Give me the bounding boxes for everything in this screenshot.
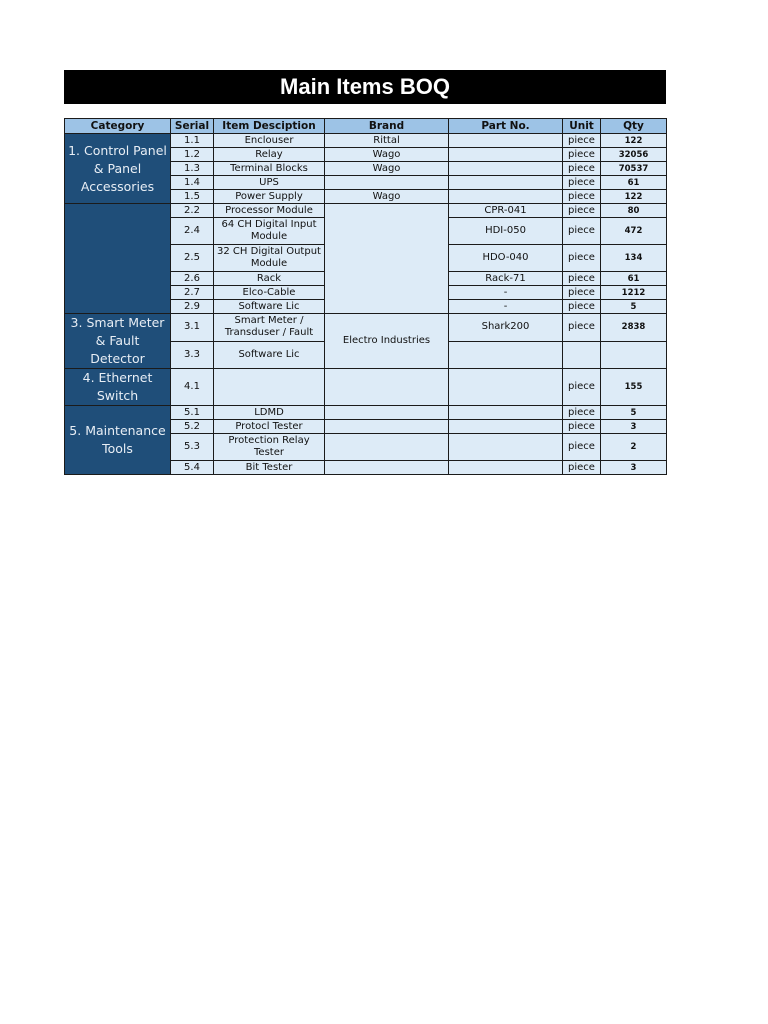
serial-cell: 2.9 <box>171 300 214 314</box>
description-cell: Protection Relay Tester <box>214 434 325 461</box>
part-no-cell: HDO-040 <box>449 245 563 272</box>
col-header-category: Category <box>65 119 171 134</box>
unit-cell: piece <box>563 176 601 190</box>
brand-cell <box>325 369 449 406</box>
serial-cell: 5.3 <box>171 434 214 461</box>
serial-cell: 2.5 <box>171 245 214 272</box>
brand-cell-merged <box>325 204 449 314</box>
part-no-cell <box>449 162 563 176</box>
serial-cell: 4.1 <box>171 369 214 406</box>
unit-cell: piece <box>563 461 601 475</box>
qty-cell: 32056 <box>601 148 667 162</box>
col-header-unit: Unit <box>563 119 601 134</box>
description-cell: Smart Meter / Transduser / Fault <box>214 314 325 342</box>
description-cell: LDMD <box>214 406 325 420</box>
description-cell: Protocl Tester <box>214 420 325 434</box>
category-cell: 1. Control Panel & Panel Accessories <box>65 134 171 204</box>
col-header-serial: Serial <box>171 119 214 134</box>
boq-table <box>64 118 667 475</box>
unit-cell: piece <box>563 406 601 420</box>
description-cell: Elco-Cable <box>214 286 325 300</box>
serial-cell: 1.2 <box>171 148 214 162</box>
description-cell: 64 CH Digital Input Module <box>214 218 325 245</box>
col-header-brand: Brand <box>325 119 449 134</box>
table-row <box>65 204 667 218</box>
table-row <box>65 406 667 420</box>
brand-cell: Rittal <box>325 134 449 148</box>
part-no-cell: - <box>449 300 563 314</box>
part-no-cell: - <box>449 286 563 300</box>
category-cell: 5. Maintenance Tools <box>65 406 171 475</box>
unit-cell: piece <box>563 369 601 406</box>
part-no-cell: Shark200 <box>449 314 563 342</box>
brand-cell <box>325 434 449 461</box>
description-cell <box>214 369 325 406</box>
part-no-cell: CPR-041 <box>449 204 563 218</box>
unit-cell: piece <box>563 245 601 272</box>
serial-cell: 1.1 <box>171 134 214 148</box>
qty-cell: 2838 <box>601 314 667 342</box>
unit-cell: piece <box>563 218 601 245</box>
serial-cell: 1.5 <box>171 190 214 204</box>
qty-cell: 2 <box>601 434 667 461</box>
description-cell: Rack <box>214 272 325 286</box>
brand-cell <box>325 420 449 434</box>
qty-cell: 61 <box>601 176 667 190</box>
description-cell: Software Lic <box>214 341 325 369</box>
table-row <box>65 314 667 342</box>
unit-cell <box>563 341 601 369</box>
description-cell: Relay <box>214 148 325 162</box>
description-cell: Terminal Blocks <box>214 162 325 176</box>
serial-cell: 2.2 <box>171 204 214 218</box>
serial-cell: 2.6 <box>171 272 214 286</box>
qty-cell: 1212 <box>601 286 667 300</box>
qty-cell: 61 <box>601 272 667 286</box>
qty-cell: 472 <box>601 218 667 245</box>
part-no-cell <box>449 176 563 190</box>
qty-cell <box>601 341 667 369</box>
serial-cell: 2.4 <box>171 218 214 245</box>
serial-cell: 5.2 <box>171 420 214 434</box>
serial-cell: 3.1 <box>171 314 214 342</box>
qty-cell: 122 <box>601 134 667 148</box>
description-cell: Processor Module <box>214 204 325 218</box>
description-cell: 32 CH Digital Output Module <box>214 245 325 272</box>
col-header-description: Item Desciption <box>214 119 325 134</box>
page-title: Main Items BOQ <box>64 70 666 104</box>
part-no-cell: Rack-71 <box>449 272 563 286</box>
part-no-cell <box>449 369 563 406</box>
part-no-cell <box>449 190 563 204</box>
header-row <box>65 119 667 134</box>
qty-cell: 80 <box>601 204 667 218</box>
qty-cell: 122 <box>601 190 667 204</box>
part-no-cell <box>449 434 563 461</box>
qty-cell: 3 <box>601 461 667 475</box>
unit-cell: piece <box>563 434 601 461</box>
category-cell: 3. Smart Meter & Fault Detector <box>65 314 171 369</box>
category-cell: 4. Ethernet Switch <box>65 369 171 406</box>
part-no-cell <box>449 148 563 162</box>
category-cell-empty <box>65 204 171 314</box>
part-no-cell <box>449 420 563 434</box>
serial-cell: 5.4 <box>171 461 214 475</box>
unit-cell: piece <box>563 314 601 342</box>
part-no-cell <box>449 461 563 475</box>
serial-cell: 2.7 <box>171 286 214 300</box>
brand-cell: Wago <box>325 162 449 176</box>
description-cell: Enclouser <box>214 134 325 148</box>
serial-cell: 1.4 <box>171 176 214 190</box>
qty-cell: 5 <box>601 406 667 420</box>
description-cell: Bit Tester <box>214 461 325 475</box>
table-row <box>65 134 667 148</box>
unit-cell: piece <box>563 286 601 300</box>
table-row <box>65 369 667 406</box>
qty-cell: 3 <box>601 420 667 434</box>
unit-cell: piece <box>563 204 601 218</box>
unit-cell: piece <box>563 162 601 176</box>
unit-cell: piece <box>563 148 601 162</box>
serial-cell: 1.3 <box>171 162 214 176</box>
part-no-cell: HDI-050 <box>449 218 563 245</box>
brand-cell <box>325 461 449 475</box>
part-no-cell <box>449 406 563 420</box>
brand-cell: Wago <box>325 148 449 162</box>
qty-cell: 155 <box>601 369 667 406</box>
qty-cell: 70537 <box>601 162 667 176</box>
col-header-part-no: Part No. <box>449 119 563 134</box>
description-cell: Software Lic <box>214 300 325 314</box>
unit-cell: piece <box>563 134 601 148</box>
part-no-cell <box>449 341 563 369</box>
unit-cell: piece <box>563 272 601 286</box>
unit-cell: piece <box>563 190 601 204</box>
part-no-cell <box>449 134 563 148</box>
unit-cell: piece <box>563 420 601 434</box>
qty-cell: 5 <box>601 300 667 314</box>
serial-cell: 3.3 <box>171 341 214 369</box>
brand-cell-merged: Electro Industries <box>325 314 449 369</box>
col-header-qty: Qty <box>601 119 667 134</box>
brand-cell: Wago <box>325 190 449 204</box>
qty-cell: 134 <box>601 245 667 272</box>
brand-cell <box>325 406 449 420</box>
description-cell: UPS <box>214 176 325 190</box>
unit-cell: piece <box>563 300 601 314</box>
brand-cell <box>325 176 449 190</box>
serial-cell: 5.1 <box>171 406 214 420</box>
description-cell: Power Supply <box>214 190 325 204</box>
